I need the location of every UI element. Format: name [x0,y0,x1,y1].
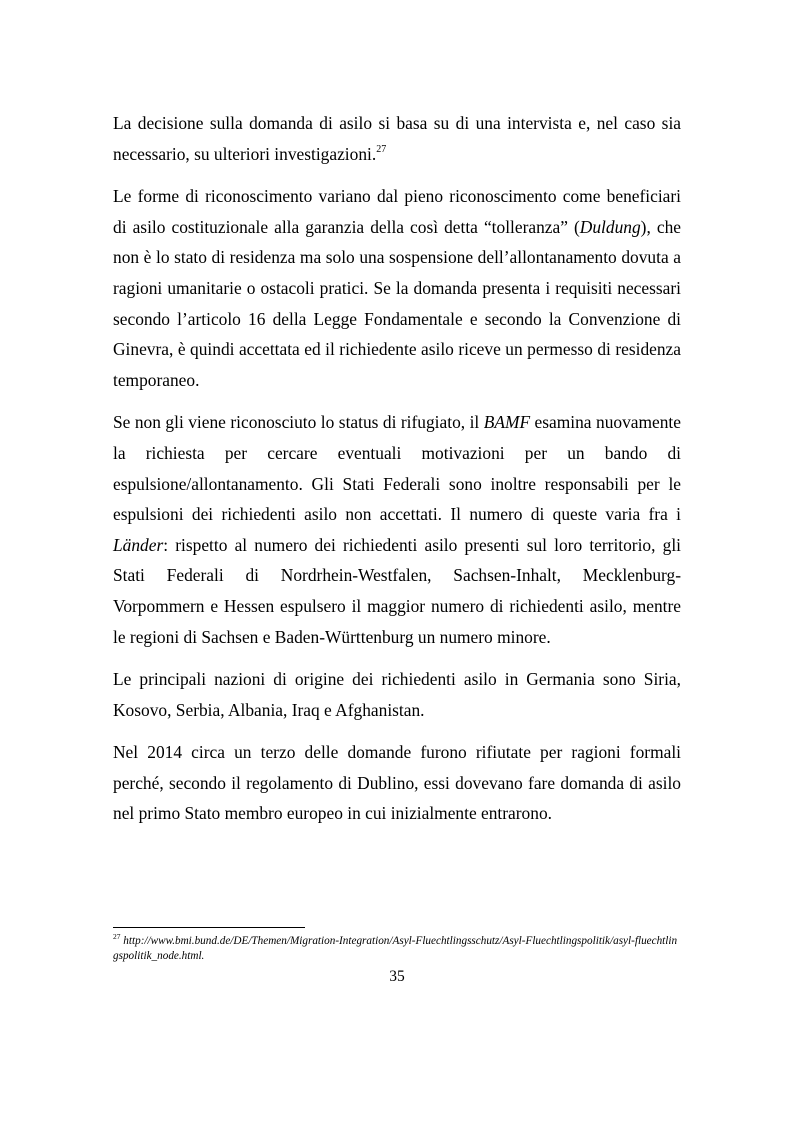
paragraph-3-text-b: esamina nuovamente la richiesta per cercare eventuali motivazioni per un bando di espulsione/allontanamento. Gli Stati Federali sono inoltre responsabili per le espulsioni dei richiedenti asilo non accettati. Il numero di queste varia fra i [113,412,681,525]
page-number: 35 [389,968,405,985]
footnote-link-text: http://www.bmi.bund.de/DE/Themen/Migration-Integration/Asyl-Fluechtlingsschutz/Asyl-Fluechtlingspolitik/asyl-fluechtlingspolitik_node.html. [113,935,678,962]
term-lander: Länder [113,534,164,555]
paragraph-1-text: La decisione sulla domanda di asilo si basa su di una intervista e, nel caso sia necessario, su ulteriori investigazioni. [113,113,681,164]
body-text [113,108,681,829]
paragraph-5: Nel 2014 circa un terzo delle domande furono rifiutate per ragioni formali perché, secondo il regolamento di Dublino, essi dovevano fare domanda di asilo nel primo Stato membro europeo in cui inizialmente entrarono. [113,742,681,824]
footnote-separator [113,927,305,928]
paragraph-2 [113,181,681,395]
paragraph-3-text-c: : rispetto al numero dei richiedenti asilo presenti sul loro territorio, gli Stati Federali di Nordrhein-Westfalen, Sachsen-Inhalt, Mecklenburg-Vorpommern e Hessen espulsero il maggior numero di richiedenti asilo, mentre le regioni di Sachsen e Baden-Württenburg un numero minore. [113,534,681,647]
paragraph-2-text-b: ), che non è lo stato di residenza ma solo una sospensione dell’allontanamento dovuta a ragioni umanitarie o ostacoli pratici. Se la domanda presenta i requisiti necessari secondo l’articolo 16 della Legge Fondamentale e secondo la Convenzione di Ginevra, è quindi accettata ed il richiedente asilo riceve un permesso di residenza temporaneo. [113,216,681,390]
footnote-number: 27 [113,932,121,941]
paragraph-3-text-a: Se non gli viene riconosciuto lo status di rifugiato, il [113,412,484,433]
footnote-reference: 27 [376,143,387,155]
paragraph-1 [113,108,681,169]
paragraph-3 [113,407,681,652]
term-duldung: Duldung [579,216,641,237]
term-bamf: BAMF [483,412,531,433]
footnote [113,934,681,963]
paragraph-2-text-a: Le forme di riconoscimento variano dal pieno riconoscimento come beneficiari di asilo costituzionale alla garanzia della così detta “tolleranza” ( [113,186,681,237]
paragraph-4: Le principali nazioni di origine dei richiedenti asilo in Germania sono Siria, Kosovo, Serbia, Albania, Iraq e Afghanistan. [113,669,681,720]
